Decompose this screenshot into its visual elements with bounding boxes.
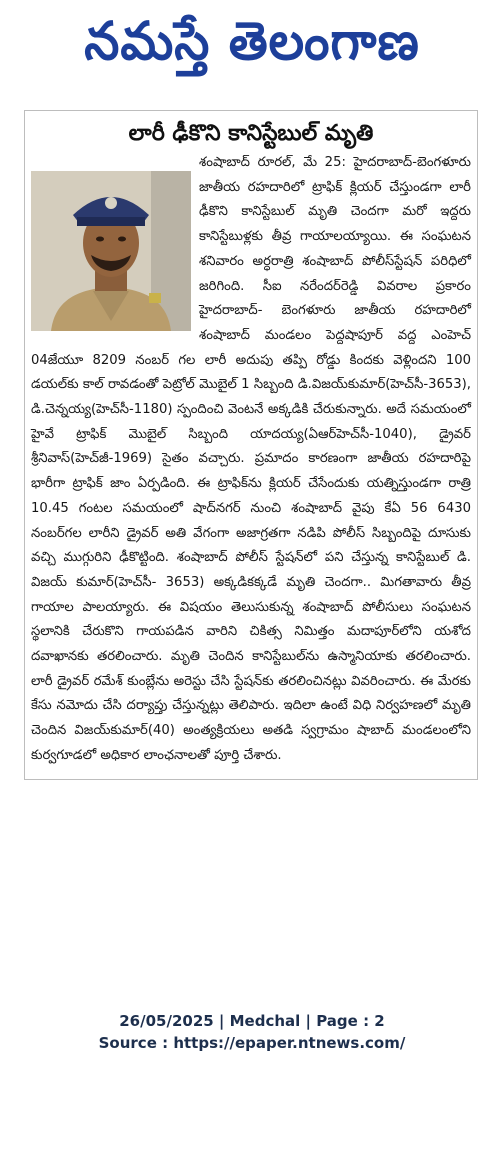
footer-date-line: 26/05/2025 | Medchal | Page : 2	[119, 1012, 385, 1030]
footer-source-line: Source : https://epaper.ntnews.com/	[98, 1034, 406, 1052]
article-headline: లారీ ఢీకొని కానిస్టేబుల్ మృతి	[128, 121, 374, 146]
photo-text-wrap-spacer	[31, 151, 199, 333]
article-body-text: శంషాబాద్ రూరల్, మే 25: హైదరాబాద్-బెంగళూరు జాతీయ రహదారిలో ట్రాఫిక్ క్లియర్ చేస్తుండగా లారీ ఢీకొని కానిస్టేబుల్ మృతి చెందగా మరో ఇద్దరు కానిస్టేబుళ్లకు తీవ్ర గాయాలయ్యాయి. ఈ సంఘటన శనివారం అర్ధరాత్రి శంషాబాద్ పోలీస్‌స్టేషన్ పరిధిలో జరిగింది. సీఐ నరేందర్‌రెడ్డి వివరాల ప్రకారం హైదరాబాద్- బెంగళూరు జాతీయ రహదారిలో శంషాబాద్ మండలం పెద్దషాపూర్ వద్ద ఎంహెచ్ 04జేయూ 8209 నంబర్ గల లారీ అదుపు తప్పి రోడ్డు కిందకు వెళ్లిందని 100 డయల్‌కు కాల్ రావడంతో పెట్రోల్ మొబైల్ 1 సిబ్బంది డి.విజయ్‌కుమార్(హెచ్‌సీ-3653), డి.చెన్నయ్య(హెచ్‌సీ-1180) స్పందించి వెంటనే అక్కడికి చేరుకున్నారు. అదే సమయంలో హైవే ట్రాఫిక్ మొబైల్ సిబ్బంది యాదయ్య(ఏఆర్‌హెచ్‌సీ-1040), డ్రైవర్ శ్రీనివాస్(హెచ్‌జీ-1969) సైతం వచ్చారు. ప్రమాదం కారణంగా జాతీయ రహదారిపై భారీగా ట్రాఫిక్ జాం ఏర్పడింది. ఈ ట్రాఫిక్‌ను క్లియర్ చేసేందుకు యత్నిస్తుండగా రాత్రి 10.45 గంటల సమయంలో షాద్‌నగర్ నుంచి శంషాబాద్ వైపు కేఏ 56 6430 నంబర్‌గల లారీని డ్రైవర్ అతి వేగంగా అజాగ్రతగా నడిపి పోలీస్ సిబ్బందిపై దూసుకు వచ్చి ముగ్గురిని ఢీకొట్టింది. శంషాబాద్ పోలీస్ స్టేషన్‌లో పని చేస్తున్న కానిస్టేబుల్ డి. విజయ్ కుమార్(హెచ్‌సీ- 3653) అక్కడికక్కడే మృతి చెందగా.. మిగతావారు తీవ్ర గాయాల పాలయ్యారు. ఈ విషయం తెలుసుకున్న శంషాబాద్ పోలీసులు సంఘటన స్థలానికి చేరుకొని గాయపడిన వారిని చికిత్స నిమిత్తం మదాపూర్‌లోని యశోద దవాఖానకు తరలించారు. మృతి చెందిన కానిస్టేబుల్‌ను ఉస్మానియాకు తరలించారు. లారీ డ్రైవర్ రమేశ్ కుంబ్లేను అరెస్టు చేసి స్టేషన్‌కు తరలించినట్లు వివరించారు. ఈ మేరకు కేసు నమోదు చేసి దర్యాప్తు చేస్తున్నట్లు తెలిపారు. ఇదిలా ఉంటే విధి నిర్వహణలో మృతి చెందిన విజయ్‌కుమార్(40) అంత్యక్రియలు అతడి స్వగ్రామం షాబాద్ మండలంలోని కుర్వగూడలో అధికార లాంఛనాలతో పూర్తి చేశారు.	[31, 155, 471, 763]
newspaper-title: నమస్తే తెలంగాణ	[84, 10, 420, 72]
article-frame	[24, 110, 478, 780]
page-footer	[0, 1010, 504, 1054]
masthead	[0, 6, 504, 78]
article-body	[31, 151, 471, 769]
